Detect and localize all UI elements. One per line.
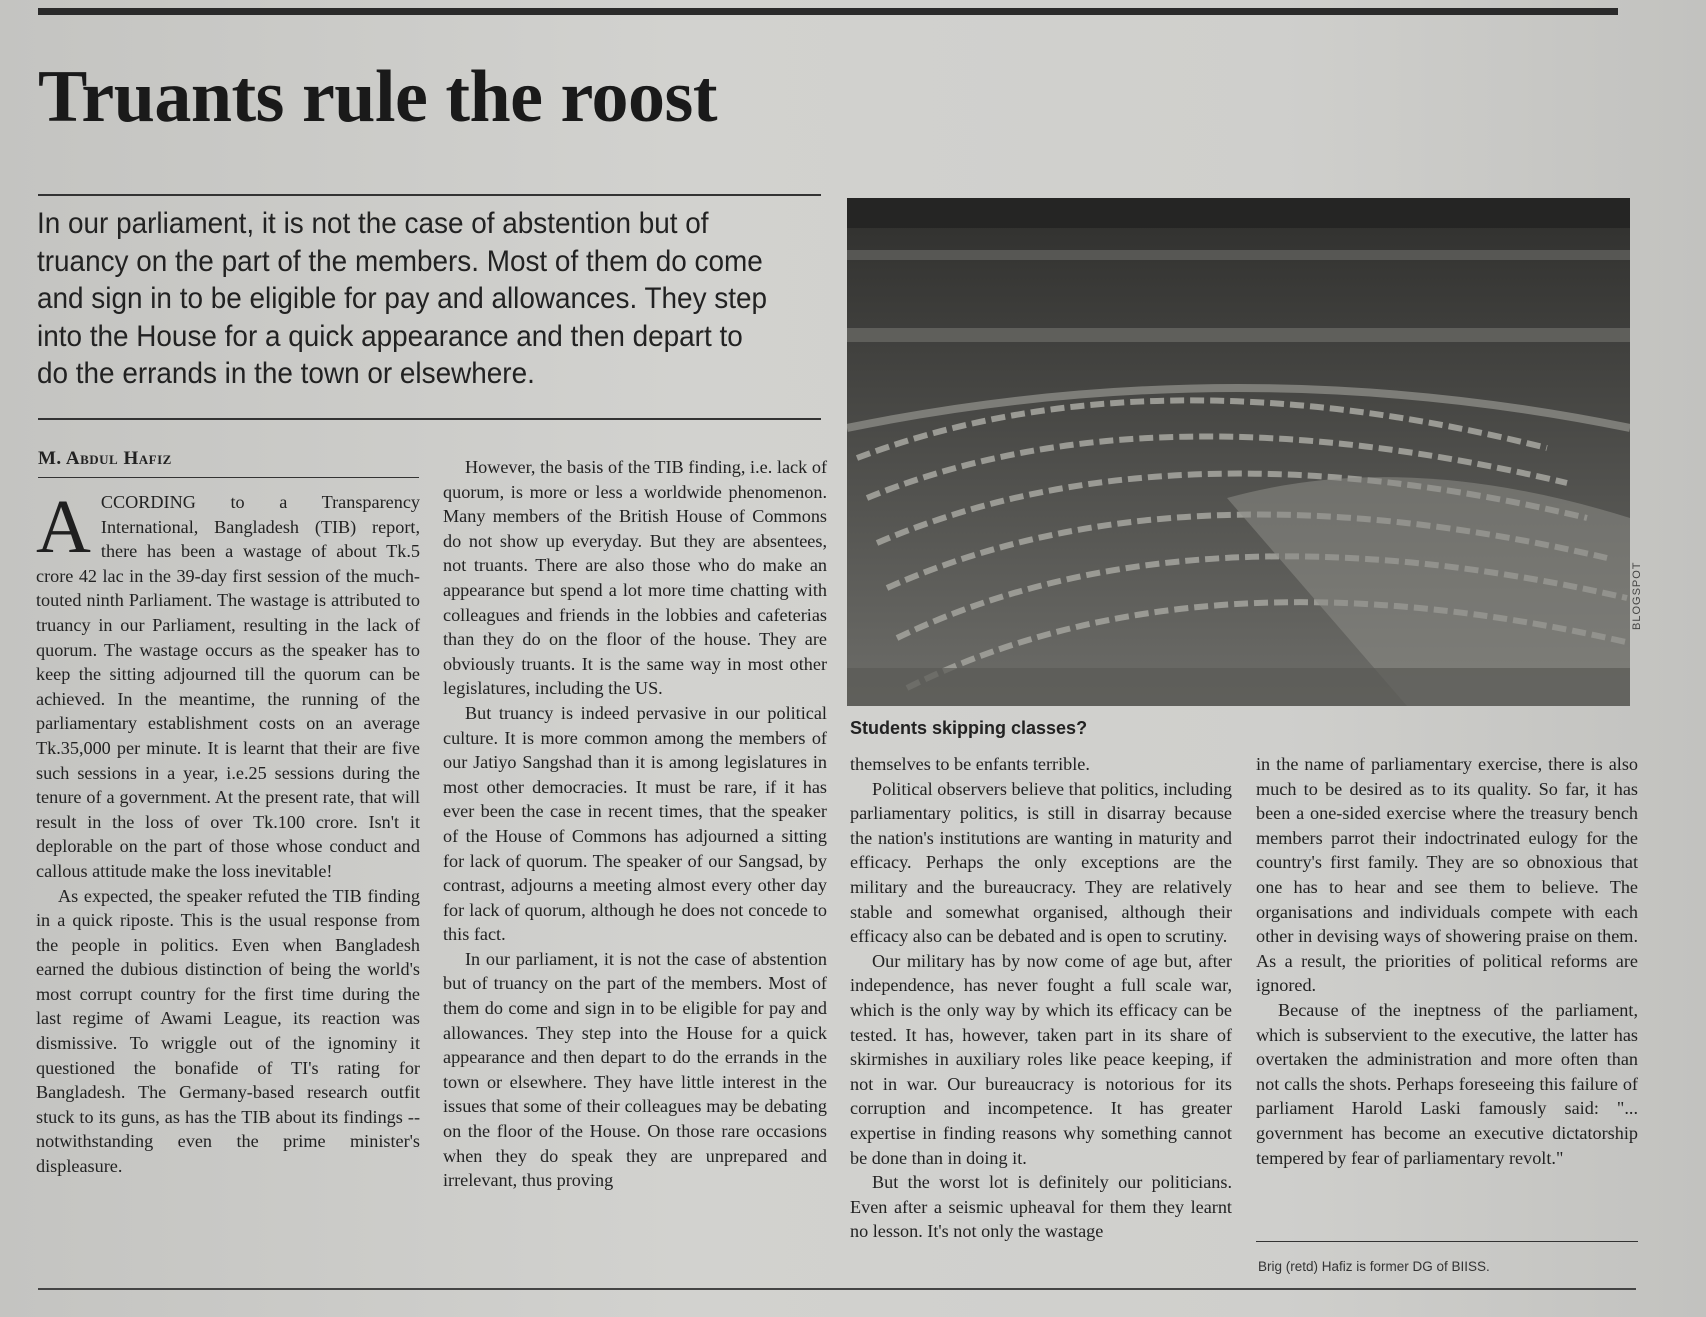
deck: In our parliament, it is not the case of abstention but of truancy on the part of the members. Most of them do come and sign in to be eligible for pay and allowances. They step into the House for a quick appearance and then depart to do the errands in the town or elsewhere. bbox=[37, 207, 768, 390]
paragraph: themselves to be enfants terrible. bbox=[850, 754, 1090, 774]
paragraph: Because of the ineptness of the parliament, which is subservient to the executive, the latter has overtaken the administration and more often than not calls the shots. Perhaps foreseeing this failure of parliament Harold Laski famously said: "... government has become an executive dictatorship tempered by fear of parliamentary revolt." bbox=[1256, 999, 1638, 1168]
paragraph: But truancy is indeed pervasive in our political culture. It is more common among the members of our Jatiyo Sangshad than it is among legislatures in most other democracies. It must be rare, if it has ever been the case in recent times, that the speaker of the House of Commons has adjourned a sitting for lack of quorum. The speaker of our Sangsad, by contrast, adjourns a meeting almost every other day for lack of quorum, although he does not concede to this fact. bbox=[443, 702, 827, 945]
photo-caption: Students skipping classes? bbox=[850, 718, 1088, 738]
byline: M. Abdul Hafiz bbox=[38, 448, 172, 469]
paragraph: But the worst lot is definitely our politicians. Even after a seismic upheaval for them they learnt no lesson. It's not only the wastage bbox=[850, 1172, 1232, 1242]
paragraph: ACCORDING to a Transparency International, Bangladesh (TIB) report, there has been a wastage of about Tk.5 crore 42 lac in the 39-day first session of the much-touted ninth Parliament. The wastage is attributed to truancy in our Parliament, resulting in the lack of quorum. The wastage occurs as the speaker has to keep the sitting adjourned till the quorum can be achieved. In the meantime, the running of the parliamentary establishment costs on an average Tk.35,000 per minute. It is learnt that their are five such sessions in a year, i.e.25 sessions during the tenure of a government. At the present rate, that will result in the loss of over Tk.100 crore. Isn't it deplorable on the part of those whose conduct and callous attitude make the loss inevitable! bbox=[36, 485, 420, 881]
footnote-rule bbox=[1256, 1241, 1638, 1242]
top-rule bbox=[38, 8, 1618, 15]
paragraph: in the name of parliamentary exercise, there is also much to be desired as to its quality. So far, it has been a one-sided exercise where the treasury bench members parrot their indoctrinated eulogy for the country's first family. They are so obnoxious that one has to hear and see them to believe. The organisations and individuals compete with each other in devising ways of showering praise on them. As a result, the priorities of political reforms are ignored. bbox=[1256, 754, 1638, 996]
headline: Truants rule the roost bbox=[38, 56, 717, 138]
paragraph: As expected, the speaker refuted the TIB finding in a quick riposte. This is the usual response from the people in politics. Even when Bangladesh earned the dubious distinction of being the world's most corrupt country for the first time during the last regime of Awami League, its reaction was dismissive. To wriggle out of the ignominy it questioned the bonafide of TI's rating for Bangladesh. The Germany-based research outfit stuck to its guns, as has the TIB about its findings -- notwithstanding even the prime minister's displeasure. bbox=[36, 885, 420, 1177]
paragraph: In our parliament, it is not the case of abstention but of truancy on the part of the members. Most of them do come and sign in to be eligible for pay and allowances. They step into the House for a quick appearance and then depart to do the errands in the town or elsewhere. They have little interest in the issues that some of their colleagues may be debating on the floor of the House. On those rare occasions when they do speak they are unprepared and irrelevant, thus proving bbox=[443, 948, 827, 1191]
paragraph: Political observers believe that politics, including parliamentary politics, is still in disarray because the nation's institutions are wanting in maturity and efficacy. Perhaps the only exceptions are the military and the bureaucracy. They are relatively stable and somewhat organised, although their efficacy also can be debated and is open to scrutiny. bbox=[850, 778, 1232, 947]
column-2 bbox=[443, 455, 827, 1193]
paragraph: Our military has by now come of age but, after independence, has never fought a full scale war, which is the only way by which its efficacy can be tested. It has, however, taken part in its share of skirmishes in auxiliary roles like peace keeping, if not in war. Our bureaucracy is notorious for its corruption and incompetence. It has greater expertise in finding reasons why something cannot be done than in doing it. bbox=[850, 950, 1232, 1168]
column-1 bbox=[36, 485, 420, 1179]
paragraph: However, the basis of the TIB finding, i.e. lack of quorum, is more or less a worldwide phenomenon. Many members of the British House of Commons do not show up everyday. But they are absentees, not truants. There are also those who do make an appearance but spend a lot more time chatting with colleagues and friends in the lobbies and cafeterias than they do on the floor of the house. They are obviously truants. It is the same way in most other legislatures, including the US. bbox=[443, 457, 827, 699]
column-3 bbox=[850, 752, 1232, 1244]
photo-credit: BLOGSPOT bbox=[1631, 561, 1643, 630]
deck-bottom-rule bbox=[38, 418, 821, 420]
parliament-chamber-photo bbox=[847, 198, 1630, 706]
deck-top-rule bbox=[38, 194, 821, 196]
dropcap: A bbox=[36, 485, 91, 569]
column-4 bbox=[1256, 752, 1638, 1170]
byline-rule bbox=[38, 477, 419, 478]
author-note: Brig (retd) Hafiz is former DG of BIISS. bbox=[1258, 1259, 1490, 1274]
bottom-rule bbox=[38, 1288, 1636, 1290]
